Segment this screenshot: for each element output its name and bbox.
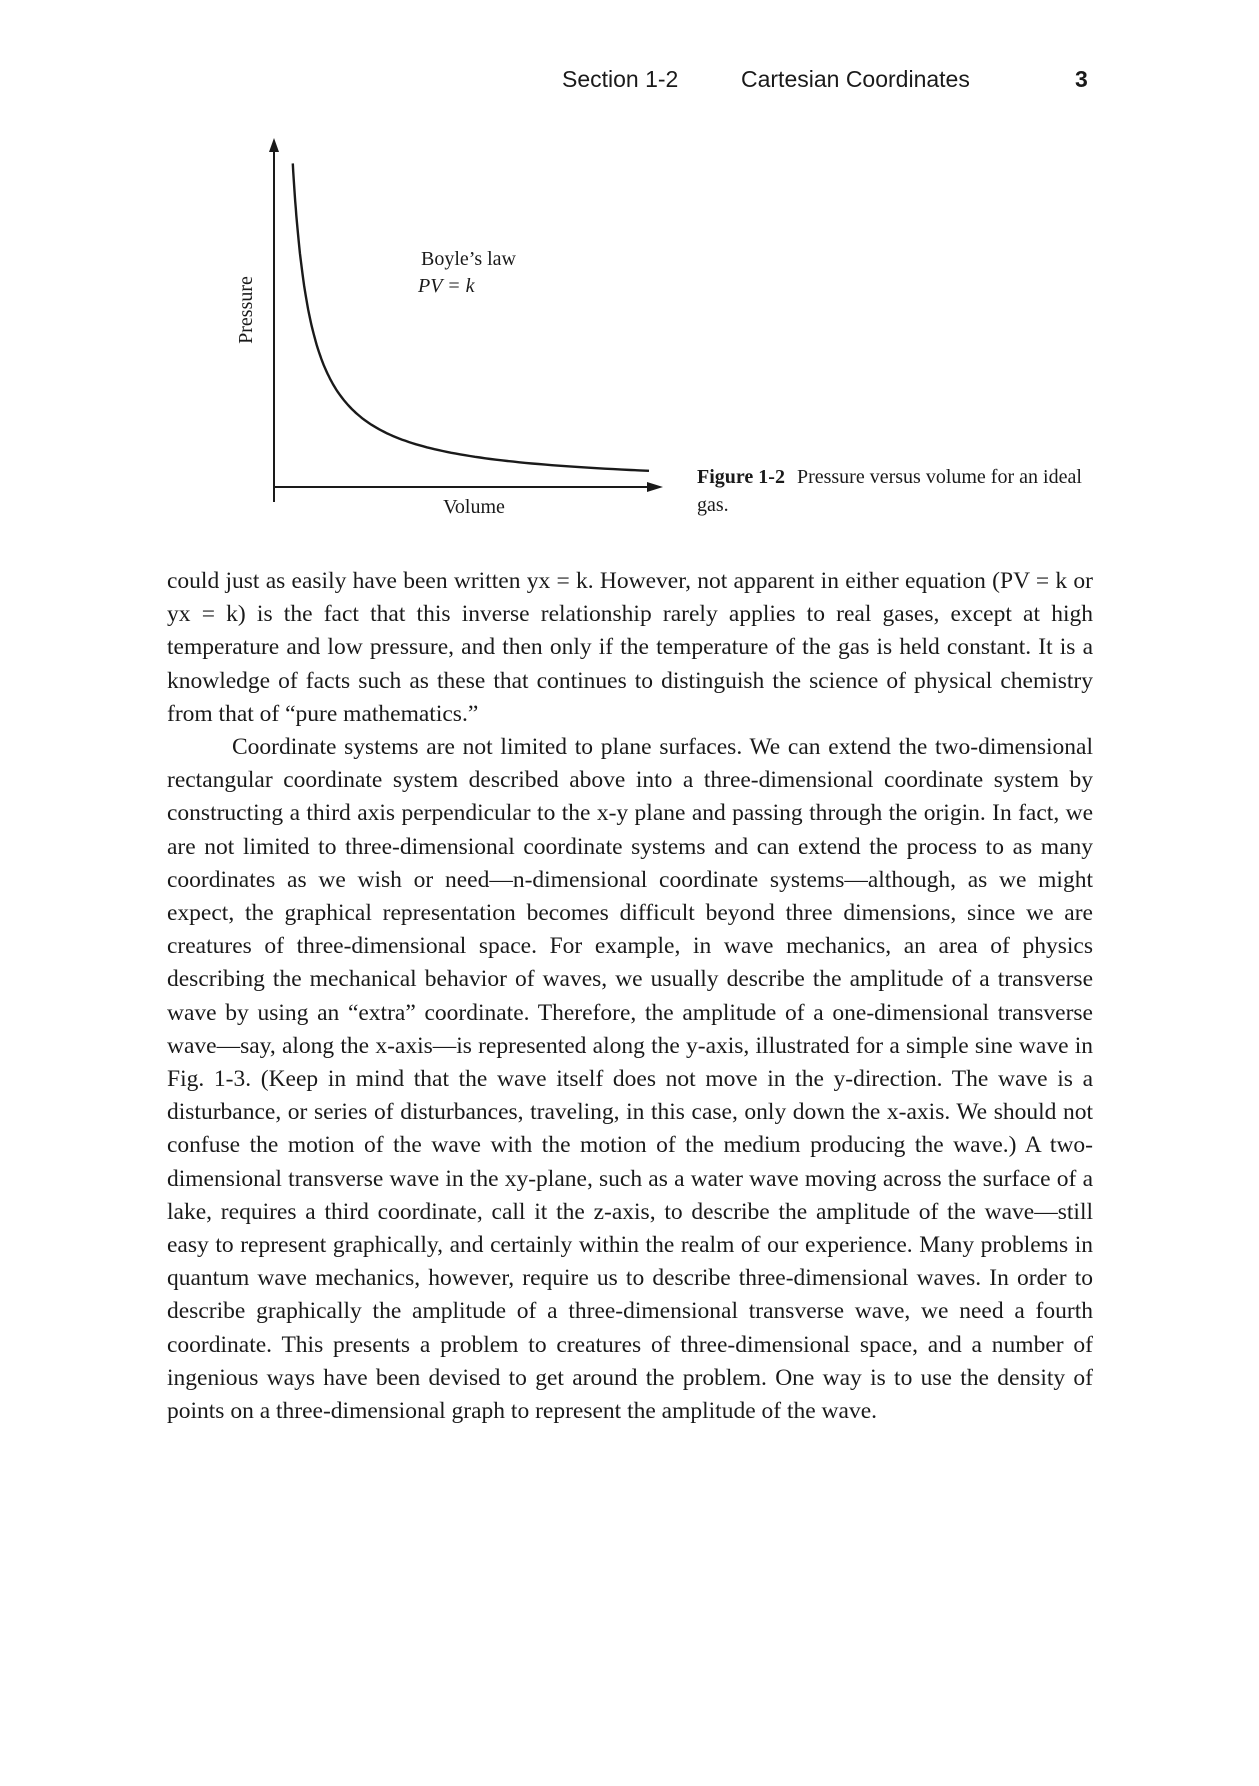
figure-caption-label: Figure 1-2 [697,466,785,488]
figure-caption-text: Pressure versus volume for an ideal gas. [697,466,1082,516]
boyles-law-chart [0,130,720,530]
y-axis-label: Pressure [235,276,257,344]
section-title: Cartesian Coordinates [741,66,970,92]
section-number: Section 1-2 [562,66,679,92]
running-header [0,66,1259,96]
paragraph: Coordinate systems are not limited to plane surfaces. We can extend the two-dimensional rectangular coordinate system described above into a three-dimensional coordinate system by constructing a third axis perpendicular to the x-y plane and passing through the origin. In fact, we are not limited to three-dimensional coordinate systems and can extend the process to as many coordinates as we wish or need—n-dimensional coordinate systems—although, as we might expect, the graphical representation becomes difficult beyond three dimensions, since we are creatures of three-dimensional space. For example, in wave mechanics, an area of physics describing the mechanical behavior of waves, we usually describe the amplitude of a transverse wave by using an “extra” coordinate. Therefore, the amplitude of a one-dimensional transverse wave—say, along the x-axis—is represented along the y-axis, illustrated for a simple sine wave in Fig. 1-3. (Keep in mind that the wave itself does not move in the y-direction. The wave is a disturbance, or series of disturbances, traveling, in this case, only down the x-axis. We should not confuse the motion of the wave with the motion of the medium producing the wave.) A two-dimensional transverse wave in the xy-plane, such as a water wave moving across the surface of a lake, requires a third coordinate, call it the z-axis, to describe the amplitude of the wave—still easy to represent graphically, and certainly within the realm of our experience. Many problems in quantum wave mechanics, however, require us to describe three-dimensional waves. In order to describe graphically the amplitude of a three-dimensional transverse wave, we need a fourth coordinate. This presents a problem to creatures of three-dimensional space, and a number of ingenious ways have been devised to get around the problem. One way is to use the density of points on a three-dimensional graph to represent the amplitude of the wave. [167,734,1093,1425]
annotation-equation: PV = k [418,275,475,297]
annotation-title: Boyle’s law [421,248,516,270]
page-number: 3 [1075,66,1088,92]
x-axis-arrow [647,482,663,492]
x-axis-label: Volume [443,496,505,518]
figure-caption [697,463,1097,519]
paragraph: could just as easily have been written yx = k. However, not apparent in either equation (PV = k or yx = k) is the fact that this inverse relationship rarely applies to real gases, except at high temperature and low pressure, and then only if the temperature of the gas is held constant. It is a knowledge of facts such as these that continues to distinguish the science of physical chemistry from that of “pure mathematics.” [167,568,1093,727]
y-axis-arrow [269,138,279,152]
body-text [167,565,1093,1428]
pressure-volume-curve [293,163,649,470]
